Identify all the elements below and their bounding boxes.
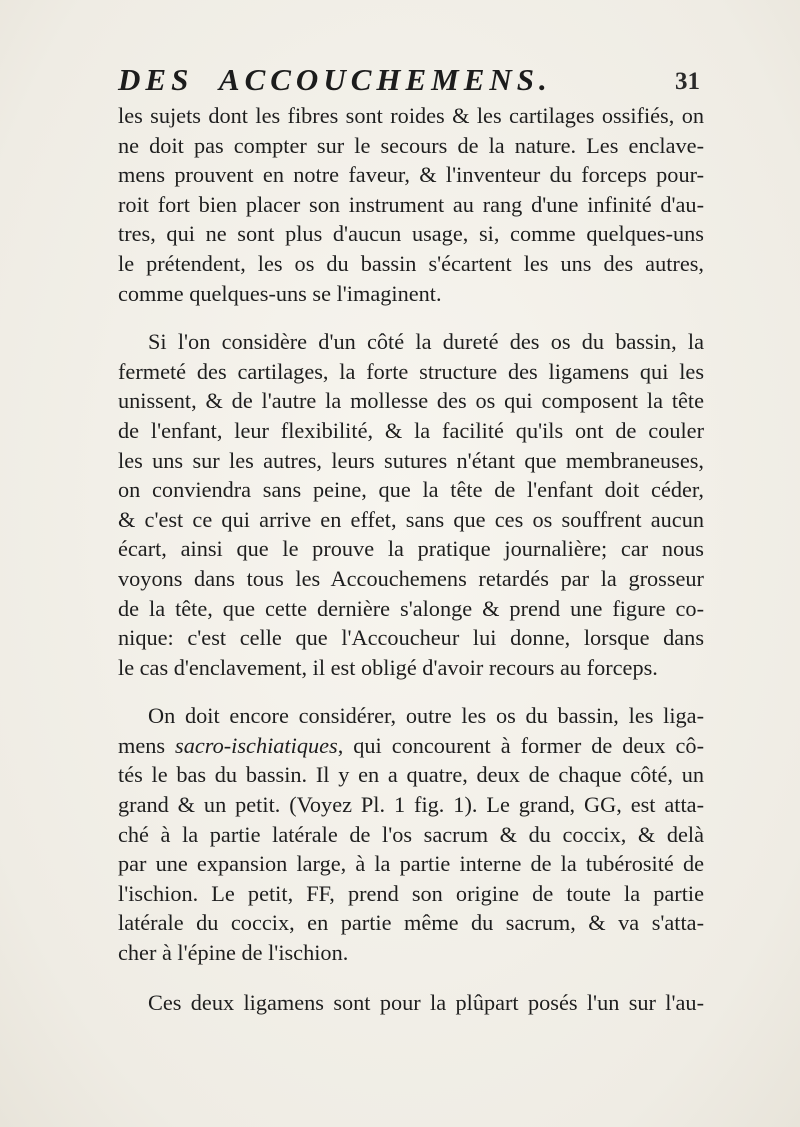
text-line: fermeté des cartilages, la forte structure des ligamens qui les xyxy=(118,358,704,384)
text-line: le prétendent, les os du bassin s'écartent les uns des autres, xyxy=(118,250,704,276)
text-line: le cas d'enclavement, il est obligé d'avoir recours au forceps. xyxy=(118,654,658,680)
text-line: latérale du coccix, en partie même du sacrum, & va s'atta- xyxy=(118,910,704,936)
text-line: ché à la partie latérale de l'os sacrum & du coccix, & delà xyxy=(118,821,704,847)
text-line: unissent, & de l'autre la mollesse des os qui composent la tête xyxy=(118,388,704,414)
paragraph-gap xyxy=(118,968,704,988)
paragraph-1 xyxy=(118,101,704,308)
text-line: nique: c'est celle que l'Accoucheur lui donne, lorsque dans xyxy=(118,625,704,651)
running-title: DES ACCOUCHEMENS. xyxy=(118,62,552,97)
italic-term: sacro-ischiatiques xyxy=(175,732,338,758)
text-line: tres, qui ne sont plus d'aucun usage, si, comme quelques-uns xyxy=(118,221,704,247)
text-line: de la tête, que cette dernière s'alonge & prend une figure co- xyxy=(118,595,704,621)
paragraph-gap xyxy=(118,308,704,327)
text-line: roit fort bien placer son instrument au rang d'une infinité d'au- xyxy=(118,191,704,217)
paragraph-gap xyxy=(118,682,704,701)
text-segment: , qui concourent à former de deux cô- xyxy=(337,732,704,758)
paragraph-2 xyxy=(118,327,704,682)
text-line: on conviendra sans peine, que la tête de l'enfant doit céder, xyxy=(118,477,704,503)
text-line: comme quelques-uns se l'imaginent. xyxy=(118,280,442,306)
page-header xyxy=(118,62,700,102)
text-line: On doit encore considérer, outre les os du bassin, les liga- xyxy=(148,703,704,729)
text-line: tés le bas du bassin. Il y en a quatre, deux de chaque côté, un xyxy=(118,762,704,788)
text-line: ne doit pas compter sur le secours de la nature. Les enclave- xyxy=(118,132,704,158)
text-line: mens prouvent en notre faveur, & l'inventeur du forceps pour- xyxy=(118,162,704,188)
body-text xyxy=(118,101,704,1017)
text-line: voyons dans tous les Accouchemens retardés par la grosseur xyxy=(118,565,704,591)
text-line: Ces deux ligamens sont pour la plûpart posés l'un sur l'au- xyxy=(148,989,704,1015)
text-line: l'ischion. Le petit, FF, prend son origine de toute la partie xyxy=(118,880,704,906)
text-line: Si l'on considère d'un côté la dureté des os du bassin, la xyxy=(148,329,704,355)
paragraph-4 xyxy=(118,988,704,1018)
page-number: 31 xyxy=(675,68,700,95)
text-line: de l'enfant, leur flexibilité, & la facilité qu'ils ont de couler xyxy=(118,417,704,443)
text-line: grand & un petit. (Voyez Pl. 1 fig. 1). Le grand, GG, est atta- xyxy=(118,792,704,818)
text-line: écart, ainsi que le prouve la pratique journalière; car nous xyxy=(118,536,704,562)
text-line: les sujets dont les fibres sont roides & les cartilages ossifiés, on xyxy=(118,103,704,128)
text-segment: mens xyxy=(118,732,176,758)
text-line: & c'est ce qui arrive en effet, sans que ces os souffrent aucun xyxy=(118,506,704,532)
text-line: cher à l'épine de l'ischion. xyxy=(118,940,349,966)
text-line: par une expansion large, à la partie interne de la tubérosité de xyxy=(118,851,704,877)
text-line: les uns sur les autres, leurs sutures n'étant que membraneuses, xyxy=(118,447,704,473)
text-line xyxy=(118,731,704,761)
paragraph-3 xyxy=(118,701,704,967)
